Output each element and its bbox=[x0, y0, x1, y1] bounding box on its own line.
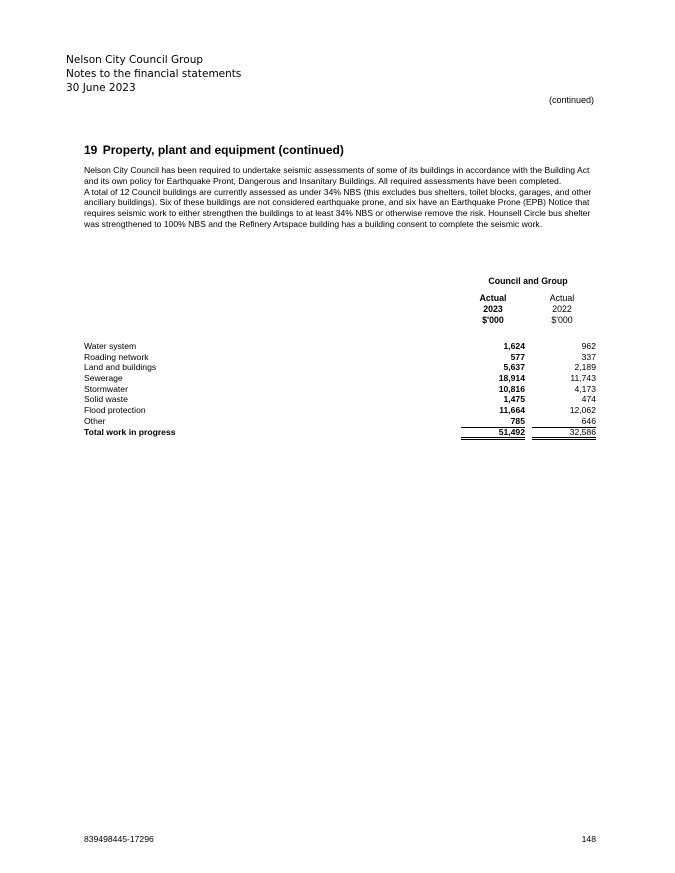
total-row bbox=[84, 427, 596, 438]
paragraph-buildings-status: A total of 12 Council buildings are currently assessed as under 34% NBS (this excludes bus shelters, toilet blocks, garages, and other anciliary buildings). Six of these buildings are not considered earthquake prone, and six have an Earthquake Prone (EPB) Notice that requires seismic work to either strengthen the buildings to at least 34% NBS or otherwise remove the risk. Hounsell Circle bus shelter was strengthened to 100% NBS and the Refinery Artspace building has a building consent to complete the seismic work. bbox=[84, 186, 592, 229]
table-group-heading: Council and Group bbox=[488, 276, 568, 286]
document-title: Notes to the financial statements bbox=[66, 68, 242, 80]
value-2022: 474 bbox=[581, 394, 596, 405]
column-header-line: Actual bbox=[549, 293, 575, 303]
table-row bbox=[84, 341, 596, 352]
column-header-line: Actual bbox=[479, 293, 507, 303]
column-header-line: $'000 bbox=[551, 315, 573, 325]
table-row bbox=[84, 394, 596, 405]
value-2023: 10,816 bbox=[498, 383, 525, 394]
column-header-line: $'000 bbox=[482, 315, 504, 325]
document-header bbox=[66, 53, 241, 95]
total-label: Total work in progress bbox=[84, 426, 176, 437]
total-2022: 32,586 bbox=[532, 427, 596, 441]
row-label: Flood protection bbox=[84, 405, 146, 416]
value-2022: 12,062 bbox=[569, 405, 596, 416]
value-2022: 4,173 bbox=[574, 383, 596, 394]
paragraph-seismic-assessment: Nelson City Council has been required to undertake seismic assessments of some of its buildings in accordance with the Building Act and its own policy for Earthquake Pront, Dangerous and Insanitary Buildings. All required assessments have been completed. bbox=[84, 165, 590, 186]
value-2023: 5,637 bbox=[503, 362, 525, 373]
column-header-2022 bbox=[532, 293, 592, 326]
section-number: 19 bbox=[84, 143, 98, 157]
row-label: Roading network bbox=[84, 351, 149, 362]
column-header-2023 bbox=[463, 293, 523, 326]
value-2022: 962 bbox=[581, 341, 596, 351]
value-2022: 2,189 bbox=[574, 362, 596, 373]
total-2023: 51,492 bbox=[461, 427, 525, 441]
table-row bbox=[84, 405, 596, 416]
value-2022: 646 bbox=[532, 416, 596, 428]
continued-label: (continued) bbox=[548, 95, 594, 105]
organization-name: Nelson City Council Group bbox=[66, 54, 204, 66]
value-2023: 11,664 bbox=[499, 405, 525, 416]
page-number: 148 bbox=[581, 834, 596, 844]
work-in-progress-table bbox=[84, 341, 596, 437]
report-date: 30 June 2023 bbox=[66, 82, 136, 94]
table-row bbox=[84, 352, 596, 363]
row-label: Solid waste bbox=[84, 394, 128, 405]
table-row bbox=[84, 373, 596, 384]
table-row bbox=[84, 384, 596, 395]
value-2023: 1,624 bbox=[503, 341, 525, 351]
value-2022: 11,743 bbox=[570, 373, 596, 384]
table-row bbox=[84, 362, 596, 373]
row-label: Sewerage bbox=[84, 373, 123, 384]
table-row bbox=[84, 416, 596, 427]
column-header-line: 2022 bbox=[552, 304, 572, 314]
section-heading bbox=[84, 143, 344, 157]
value-2023: 577 bbox=[510, 351, 525, 362]
value-2023: 18,914 bbox=[498, 373, 525, 384]
value-2023: 785 bbox=[461, 416, 525, 428]
row-label: Other bbox=[84, 415, 106, 426]
section-title: Property, plant and equipment (continued) bbox=[102, 143, 344, 157]
row-label: Water system bbox=[84, 341, 137, 351]
value-2022: 337 bbox=[581, 351, 596, 362]
section-body bbox=[84, 165, 594, 230]
column-header-line: 2023 bbox=[483, 304, 503, 314]
row-label: Land and buildings bbox=[84, 362, 157, 373]
row-label: Stormwater bbox=[84, 383, 128, 394]
value-2023: 1,475 bbox=[503, 394, 525, 405]
document-id: 839498445-17296 bbox=[84, 834, 154, 844]
